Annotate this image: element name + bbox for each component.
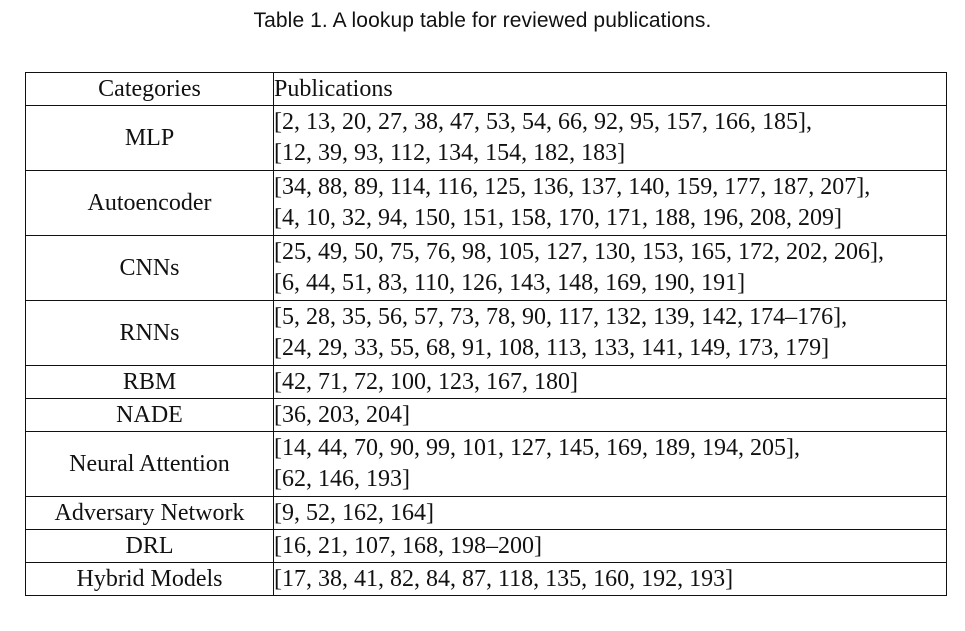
- table-row: [26, 432, 947, 497]
- category-cell: DRL: [26, 530, 274, 563]
- category-cell: CNNs: [26, 236, 274, 301]
- category-cell: RBM: [26, 366, 274, 399]
- category-cell: Autoencoder: [26, 171, 274, 236]
- table-row: [26, 530, 947, 563]
- category-cell: MLP: [26, 106, 274, 171]
- publications-line: [34, 88, 89, 114, 116, 125, 136, 137, 140, 159, 177, 187, 207],: [274, 174, 871, 200]
- publications-line: [16, 21, 107, 168, 198–200]: [274, 533, 542, 559]
- table-row: [26, 399, 947, 432]
- table-row: [26, 106, 947, 171]
- publications-line: [4, 10, 32, 94, 150, 151, 158, 170, 171, 188, 196, 208, 209]: [274, 205, 842, 231]
- publications-cell: [274, 432, 947, 497]
- publications-line: [62, 146, 193]: [274, 466, 410, 492]
- publications-line: [2, 13, 20, 27, 38, 47, 53, 54, 66, 92, 95, 157, 166, 185],: [274, 109, 812, 135]
- category-cell: Hybrid Models: [26, 563, 274, 596]
- column-header-publications: Publications: [274, 73, 947, 106]
- table-row: [26, 366, 947, 399]
- publications-line: [5, 28, 35, 56, 57, 73, 78, 90, 117, 132, 139, 142, 174–176],: [274, 304, 848, 330]
- category-cell: Adversary Network: [26, 497, 274, 530]
- publications-line: [42, 71, 72, 100, 123, 167, 180]: [274, 369, 578, 395]
- publications-cell: [274, 301, 947, 366]
- publications-line: [17, 38, 41, 82, 84, 87, 118, 135, 160, 192, 193]: [274, 566, 734, 592]
- table-row: [26, 171, 947, 236]
- publications-line: [14, 44, 70, 90, 99, 101, 127, 145, 169, 189, 194, 205],: [274, 435, 800, 461]
- publications-line: [24, 29, 33, 55, 68, 91, 108, 113, 133, 141, 149, 173, 179]: [274, 335, 830, 361]
- table-row: [26, 236, 947, 301]
- category-cell: RNNs: [26, 301, 274, 366]
- category-cell: NADE: [26, 399, 274, 432]
- lookup-table: [25, 72, 947, 596]
- publications-line: [6, 44, 51, 83, 110, 126, 143, 148, 169, 190, 191]: [274, 270, 746, 296]
- publications-line: [12, 39, 93, 112, 134, 154, 182, 183]: [274, 140, 626, 166]
- publications-cell: [274, 236, 947, 301]
- publications-cell: [274, 171, 947, 236]
- publications-cell: [274, 563, 947, 596]
- publications-cell: [274, 106, 947, 171]
- table-row: [26, 563, 947, 596]
- table-header-row: [26, 73, 947, 106]
- publications-line: [9, 52, 162, 164]: [274, 500, 434, 526]
- publications-cell: [274, 366, 947, 399]
- publications-cell: [274, 399, 947, 432]
- table-caption: Table 1. A lookup table for reviewed publications.: [253, 9, 712, 32]
- publications-line: [25, 49, 50, 75, 76, 98, 105, 127, 130, 153, 165, 172, 202, 206],: [274, 239, 884, 265]
- table-row: [26, 301, 947, 366]
- table-row: [26, 497, 947, 530]
- category-cell: Neural Attention: [26, 432, 274, 497]
- publications-cell: [274, 497, 947, 530]
- publications-cell: [274, 530, 947, 563]
- column-header-categories: Categories: [26, 73, 274, 106]
- publications-line: [36, 203, 204]: [274, 402, 410, 428]
